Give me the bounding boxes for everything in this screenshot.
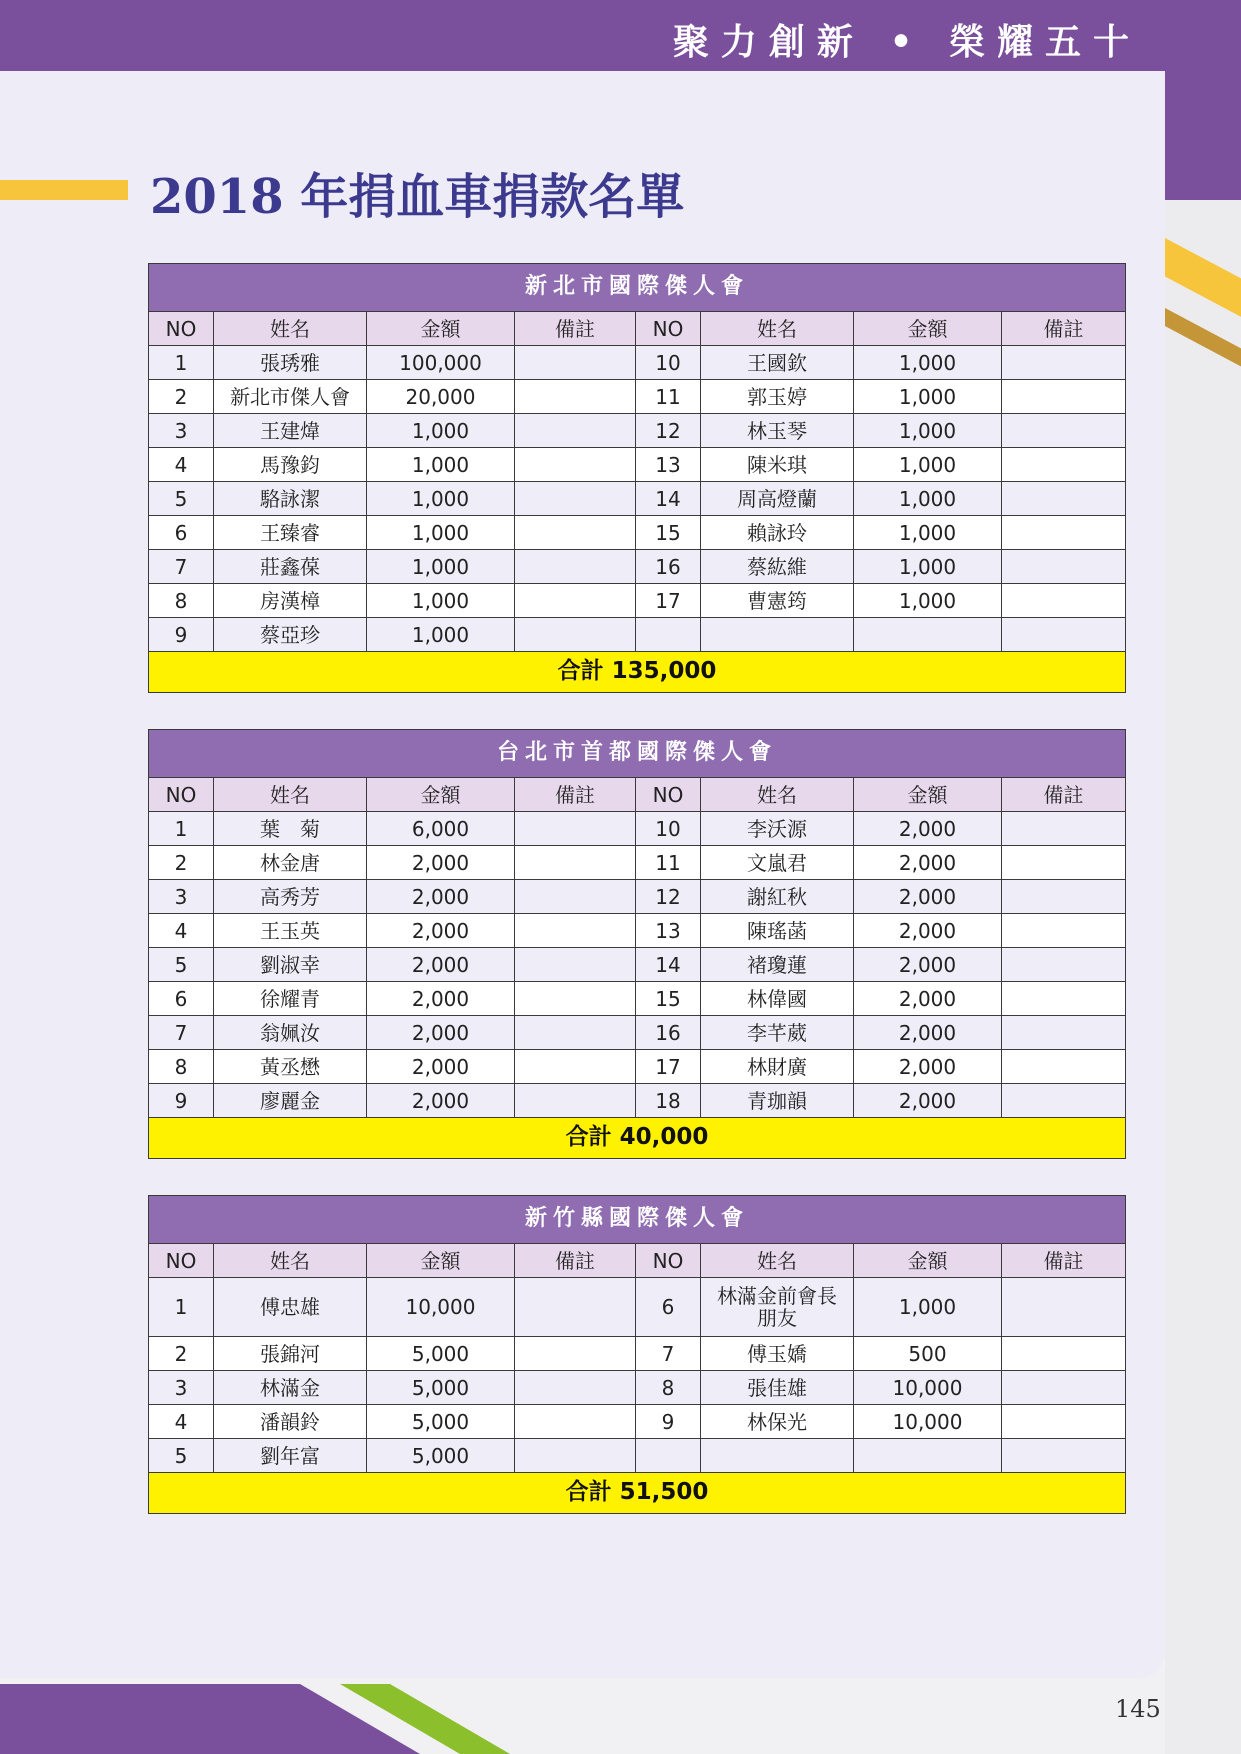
table-row — [149, 1439, 1126, 1473]
table-row — [149, 1016, 1126, 1050]
cell-amount: 2,000 — [367, 880, 515, 914]
cell-amount: 10,000 — [854, 1405, 1002, 1439]
cell-amount: 2,000 — [854, 812, 1002, 846]
cell-amount: 5,000 — [367, 1405, 515, 1439]
cell-amount: 1,000 — [854, 584, 1002, 618]
cell-no: 16 — [636, 1016, 701, 1050]
cell-no: 6 — [149, 516, 214, 550]
cell-name: 李芊葳 — [701, 1016, 854, 1050]
cell-amount: 2,000 — [854, 914, 1002, 948]
cell-amount: 1,000 — [854, 482, 1002, 516]
column-header-name: 姓名 — [214, 312, 367, 346]
cell-name: 林財廣 — [701, 1050, 854, 1084]
cell-name: 林金唐 — [214, 846, 367, 880]
cell-name: 駱詠潔 — [214, 482, 367, 516]
table-row — [149, 346, 1126, 380]
cell-amount: 1,000 — [854, 380, 1002, 414]
cell-no: 7 — [636, 1337, 701, 1371]
cell-remark — [1002, 1371, 1126, 1405]
total-row — [149, 1473, 1126, 1514]
cell-remark — [1002, 1278, 1126, 1337]
cell-remark — [1002, 516, 1126, 550]
column-header-amount: 金額 — [854, 778, 1002, 812]
total-row — [149, 652, 1126, 693]
cell-remark — [1002, 982, 1126, 1016]
cell-amount: 2,000 — [367, 1016, 515, 1050]
table-row — [149, 584, 1126, 618]
cell-name: 王國欽 — [701, 346, 854, 380]
cell-name: 賴詠玲 — [701, 516, 854, 550]
cell-remark — [515, 846, 636, 880]
cell-name: 劉淑幸 — [214, 948, 367, 982]
cell-remark — [1002, 1405, 1126, 1439]
cell-name: 張錦河 — [214, 1337, 367, 1371]
table-row — [149, 1084, 1126, 1118]
cell-no: 3 — [149, 880, 214, 914]
cell-no: 1 — [149, 1278, 214, 1337]
total-amount: 合計 51,500 — [149, 1473, 1126, 1514]
cell-remark — [515, 346, 636, 380]
cell-name: 褚瓊蓮 — [701, 948, 854, 982]
table-row — [149, 380, 1126, 414]
cell-name: 高秀芳 — [214, 880, 367, 914]
cell-name: 黃丞懋 — [214, 1050, 367, 1084]
cell-no: 5 — [149, 948, 214, 982]
cell-remark — [515, 1405, 636, 1439]
cell-remark — [1002, 448, 1126, 482]
cell-name: 傅忠雄 — [214, 1278, 367, 1337]
cell-name: 郭玉婷 — [701, 380, 854, 414]
column-header-name: 姓名 — [214, 1244, 367, 1278]
cell-name: 王玉英 — [214, 914, 367, 948]
cell-amount: 1,000 — [854, 550, 1002, 584]
column-header-amount: 金額 — [367, 312, 515, 346]
table-title-row — [149, 730, 1126, 778]
cell-no: 4 — [149, 1405, 214, 1439]
cell-no: 3 — [149, 414, 214, 448]
cell-name: 徐耀青 — [214, 982, 367, 1016]
cell-amount: 20,000 — [367, 380, 515, 414]
cell-remark — [515, 618, 636, 652]
cell-remark — [515, 380, 636, 414]
cell-name: 曹憲筠 — [701, 584, 854, 618]
page-number: 145 — [1115, 1695, 1161, 1723]
column-header-amount: 金額 — [367, 1244, 515, 1278]
cell-amount: 6,000 — [367, 812, 515, 846]
cell-amount: 1,000 — [367, 414, 515, 448]
cell-amount — [854, 618, 1002, 652]
cell-name: 王臻睿 — [214, 516, 367, 550]
footer-band — [0, 1684, 420, 1754]
cell-amount: 1,000 — [854, 448, 1002, 482]
cell-no: 14 — [636, 948, 701, 982]
cell-remark — [1002, 812, 1126, 846]
cell-amount: 5,000 — [367, 1371, 515, 1405]
table-row — [149, 948, 1126, 982]
cell-amount: 2,000 — [854, 948, 1002, 982]
table-row — [149, 414, 1126, 448]
table-row — [149, 880, 1126, 914]
cell-remark — [1002, 380, 1126, 414]
table-title-row — [149, 1196, 1126, 1244]
cell-no: 3 — [149, 1371, 214, 1405]
column-header-name: 姓名 — [214, 778, 367, 812]
cell-no: 15 — [636, 516, 701, 550]
cell-amount: 500 — [854, 1337, 1002, 1371]
cell-name: 青珈韻 — [701, 1084, 854, 1118]
cell-no: 7 — [149, 1016, 214, 1050]
cell-amount: 1,000 — [367, 618, 515, 652]
cell-amount: 2,000 — [367, 1084, 515, 1118]
donation-table-new-taipei — [148, 263, 1126, 693]
cell-amount: 1,000 — [367, 550, 515, 584]
table-row — [149, 914, 1126, 948]
column-header-no: NO — [636, 1244, 701, 1278]
cell-remark — [1002, 482, 1126, 516]
cell-name: 陳米琪 — [701, 448, 854, 482]
cell-name: 林滿金 — [214, 1371, 367, 1405]
cell-name: 張琇雅 — [214, 346, 367, 380]
cell-amount: 2,000 — [367, 982, 515, 1016]
cell-no: 14 — [636, 482, 701, 516]
cell-name: 謝紅秋 — [701, 880, 854, 914]
table-row — [149, 982, 1126, 1016]
table-row — [149, 1278, 1126, 1337]
table-row — [149, 550, 1126, 584]
cell-amount: 2,000 — [367, 1050, 515, 1084]
table-title: 台北市首都國際傑人會 — [149, 730, 1126, 778]
cell-remark — [515, 812, 636, 846]
donation-table-taipei-capital — [148, 729, 1126, 1159]
cell-remark — [515, 914, 636, 948]
cell-amount: 2,000 — [854, 846, 1002, 880]
cell-amount: 2,000 — [367, 846, 515, 880]
cell-name: 莊鑫葆 — [214, 550, 367, 584]
cell-remark — [1002, 1016, 1126, 1050]
cell-no: 8 — [149, 1050, 214, 1084]
right-edge-purple — [1165, 60, 1241, 200]
cell-no: 13 — [636, 448, 701, 482]
cell-no: 6 — [149, 982, 214, 1016]
cell-remark — [1002, 880, 1126, 914]
cell-amount: 2,000 — [854, 1016, 1002, 1050]
cell-name: 陳瑤菡 — [701, 914, 854, 948]
cell-amount: 1,000 — [854, 1278, 1002, 1337]
cell-no: 8 — [149, 584, 214, 618]
table-row — [149, 1405, 1126, 1439]
cell-remark — [1002, 346, 1126, 380]
cell-amount: 1,000 — [367, 584, 515, 618]
cell-no: 17 — [636, 584, 701, 618]
table-row — [149, 1050, 1126, 1084]
cell-remark — [515, 1016, 636, 1050]
cell-amount: 10,000 — [367, 1278, 515, 1337]
cell-name: 李沃源 — [701, 812, 854, 846]
column-header-no: NO — [636, 778, 701, 812]
cell-no: 10 — [636, 812, 701, 846]
column-header-no: NO — [149, 312, 214, 346]
cell-amount: 2,000 — [854, 1084, 1002, 1118]
column-header-remark: 備註 — [515, 1244, 636, 1278]
cell-remark — [1002, 948, 1126, 982]
cell-remark — [1002, 914, 1126, 948]
cell-remark — [1002, 846, 1126, 880]
table-row — [149, 1371, 1126, 1405]
cell-no: 15 — [636, 982, 701, 1016]
cell-name: 葉 菊 — [214, 812, 367, 846]
cell-name: 馬豫鈞 — [214, 448, 367, 482]
cell-amount: 2,000 — [854, 982, 1002, 1016]
cell-remark — [1002, 1439, 1126, 1473]
cell-remark — [1002, 584, 1126, 618]
cell-amount: 5,000 — [367, 1337, 515, 1371]
column-header-remark: 備註 — [1002, 1244, 1126, 1278]
cell-amount: 2,000 — [854, 880, 1002, 914]
cell-remark — [515, 482, 636, 516]
cell-remark — [1002, 414, 1126, 448]
cell-no: 13 — [636, 914, 701, 948]
cell-amount: 1,000 — [854, 516, 1002, 550]
table-row — [149, 482, 1126, 516]
cell-name: 翁姵汝 — [214, 1016, 367, 1050]
cell-remark — [515, 1439, 636, 1473]
cell-amount: 10,000 — [854, 1371, 1002, 1405]
cell-name: 林偉國 — [701, 982, 854, 1016]
cell-amount: 1,000 — [854, 346, 1002, 380]
cell-amount: 100,000 — [367, 346, 515, 380]
cell-remark — [1002, 1337, 1126, 1371]
cell-no — [636, 618, 701, 652]
page-title: 2018 年捐血車捐款名單 — [150, 169, 685, 225]
cell-no: 9 — [636, 1405, 701, 1439]
cell-name: 蔡紘維 — [701, 550, 854, 584]
cell-name: 廖麗金 — [214, 1084, 367, 1118]
cell-no — [636, 1439, 701, 1473]
cell-no: 1 — [149, 346, 214, 380]
column-header-remark: 備註 — [1002, 778, 1126, 812]
cell-no: 2 — [149, 846, 214, 880]
table-title-row — [149, 264, 1126, 312]
cell-name: 文嵐君 — [701, 846, 854, 880]
cell-name: 張佳雄 — [701, 1371, 854, 1405]
table-row — [149, 448, 1126, 482]
column-header-row — [149, 1244, 1126, 1278]
cell-no: 8 — [636, 1371, 701, 1405]
total-amount: 合計 135,000 — [149, 652, 1126, 693]
cell-no: 6 — [636, 1278, 701, 1337]
cell-amount — [854, 1439, 1002, 1473]
total-row — [149, 1118, 1126, 1159]
cell-no: 16 — [636, 550, 701, 584]
cell-name: 蔡亞珍 — [214, 618, 367, 652]
column-header-no: NO — [636, 312, 701, 346]
cell-remark — [515, 550, 636, 584]
cell-name: 新北市傑人會 — [214, 380, 367, 414]
cell-name — [701, 1439, 854, 1473]
cell-no: 18 — [636, 1084, 701, 1118]
cell-name: 房漢樟 — [214, 584, 367, 618]
column-header-remark: 備註 — [515, 312, 636, 346]
cell-name: 林保光 — [701, 1405, 854, 1439]
column-header-amount: 金額 — [854, 1244, 1002, 1278]
cell-amount: 1,000 — [367, 482, 515, 516]
column-header-amount: 金額 — [367, 778, 515, 812]
cell-remark — [515, 584, 636, 618]
cell-no: 4 — [149, 448, 214, 482]
cell-no: 11 — [636, 380, 701, 414]
table-row — [149, 516, 1126, 550]
cell-remark — [1002, 1084, 1126, 1118]
cell-no: 5 — [149, 482, 214, 516]
cell-remark — [515, 1371, 636, 1405]
table-title: 新北市國際傑人會 — [149, 264, 1126, 312]
total-amount: 合計 40,000 — [149, 1118, 1126, 1159]
cell-remark — [515, 1337, 636, 1371]
cell-amount: 2,000 — [854, 1050, 1002, 1084]
column-header-row — [149, 312, 1126, 346]
cell-amount: 5,000 — [367, 1439, 515, 1473]
cell-no: 1 — [149, 812, 214, 846]
column-header-name: 姓名 — [701, 1244, 854, 1278]
cell-name — [701, 618, 854, 652]
cell-remark — [1002, 1050, 1126, 1084]
table-row — [149, 618, 1126, 652]
cell-remark — [515, 982, 636, 1016]
table-row — [149, 846, 1126, 880]
cell-no: 2 — [149, 1337, 214, 1371]
column-header-no: NO — [149, 1244, 214, 1278]
cell-amount: 2,000 — [367, 948, 515, 982]
header-motto: 聚力創新 • 榮耀五十 — [672, 21, 1141, 63]
cell-remark — [515, 880, 636, 914]
cell-no: 11 — [636, 846, 701, 880]
column-header-name: 姓名 — [701, 312, 854, 346]
column-header-name: 姓名 — [701, 778, 854, 812]
cell-no: 5 — [149, 1439, 214, 1473]
table-row — [149, 812, 1126, 846]
cell-remark — [515, 448, 636, 482]
column-header-row — [149, 778, 1126, 812]
cell-name: 潘韻鈴 — [214, 1405, 367, 1439]
table-title: 新竹縣國際傑人會 — [149, 1196, 1126, 1244]
cell-name: 傅玉嬌 — [701, 1337, 854, 1371]
cell-no: 12 — [636, 414, 701, 448]
cell-name: 林玉琴 — [701, 414, 854, 448]
cell-no: 17 — [636, 1050, 701, 1084]
cell-amount: 1,000 — [367, 516, 515, 550]
cell-no: 7 — [149, 550, 214, 584]
cell-no: 2 — [149, 380, 214, 414]
cell-remark — [1002, 618, 1126, 652]
cell-amount: 2,000 — [367, 914, 515, 948]
cell-no: 4 — [149, 914, 214, 948]
cell-amount: 1,000 — [854, 414, 1002, 448]
cell-name: 周高燈蘭 — [701, 482, 854, 516]
column-header-remark: 備註 — [1002, 312, 1126, 346]
cell-amount: 1,000 — [367, 448, 515, 482]
cell-no: 12 — [636, 880, 701, 914]
donation-table-hsinchu — [148, 1195, 1126, 1514]
column-header-amount: 金額 — [854, 312, 1002, 346]
column-header-remark: 備註 — [515, 778, 636, 812]
cell-no: 10 — [636, 346, 701, 380]
cell-remark — [515, 414, 636, 448]
table-row — [149, 1337, 1126, 1371]
cell-remark — [515, 1278, 636, 1337]
cell-remark — [515, 948, 636, 982]
title-accent-bar — [0, 180, 128, 200]
cell-no: 9 — [149, 1084, 214, 1118]
cell-name: 劉年富 — [214, 1439, 367, 1473]
cell-no: 9 — [149, 618, 214, 652]
cell-remark — [515, 516, 636, 550]
cell-remark — [515, 1050, 636, 1084]
cell-name: 王建煒 — [214, 414, 367, 448]
cell-remark — [515, 1084, 636, 1118]
column-header-no: NO — [149, 778, 214, 812]
cell-remark — [1002, 550, 1126, 584]
cell-name: 林滿金前會長朋友 — [701, 1278, 854, 1337]
